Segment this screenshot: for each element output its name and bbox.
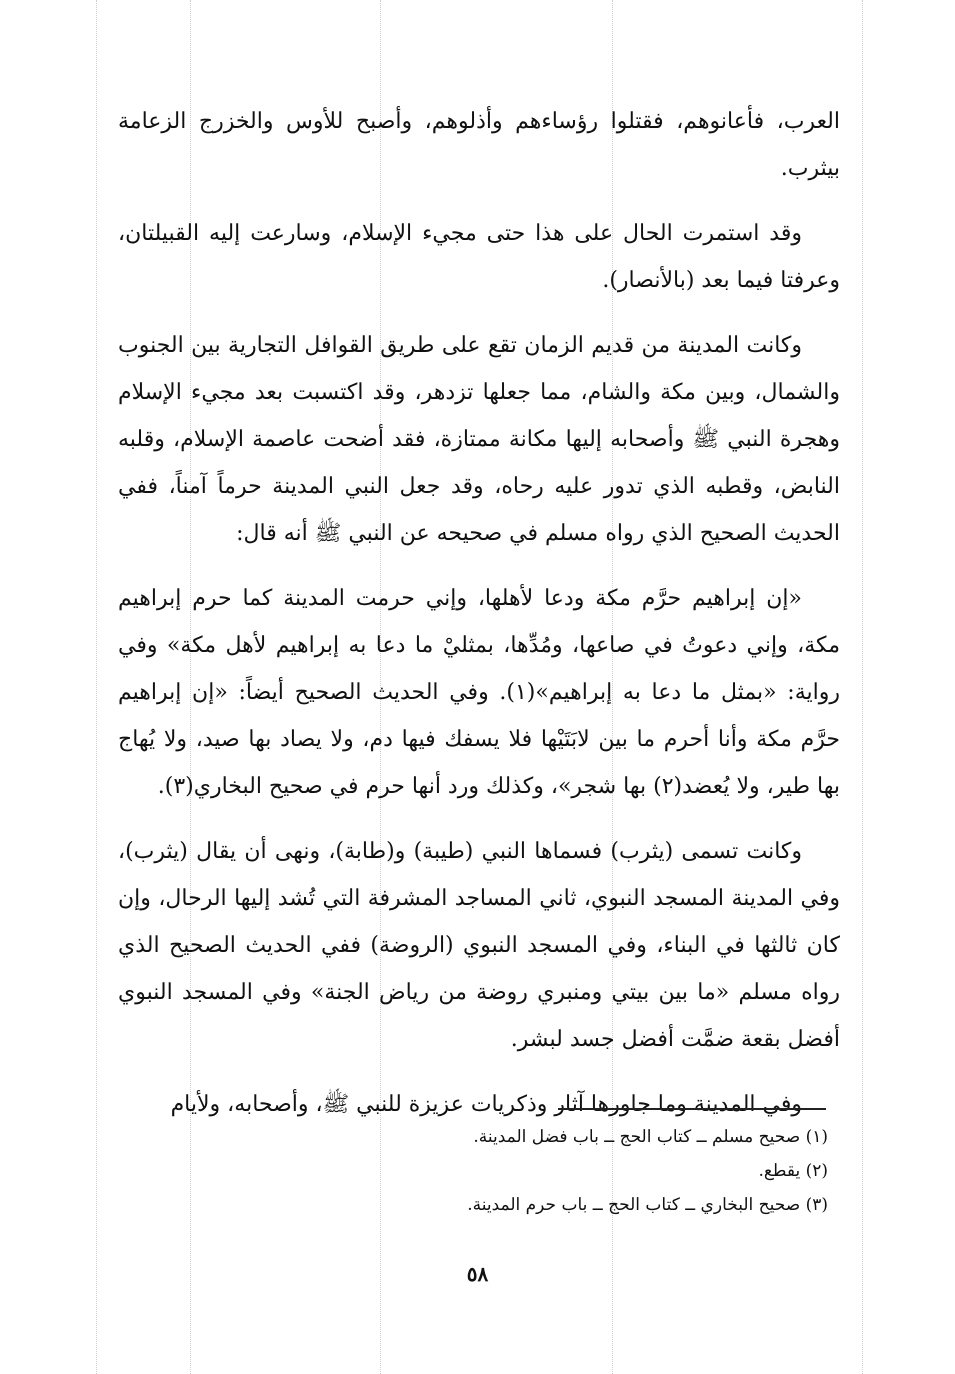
footnote: (٢) يقطع.	[758, 1161, 828, 1181]
paragraph: وقد استمرت الحال على هذا حتى مجيء الإسلام، وسارعت إليه القبيلتان، وعرفتا فيما بعد (بالأنصار).	[118, 221, 840, 293]
paragraph: العرب، فأعانوهم، فقتلوا رؤساءهم وأذلوهم، وأصبح للأوس والخزرج الزعامة بيثرب.	[118, 109, 840, 181]
page-number: ٥٨	[466, 1262, 489, 1286]
paragraph: وكانت المدينة من قديم الزمان تقع على طريق القوافل التجارية بين الجنوب والشمال، وبين مكة والشام، مما جعلها تزدهر، وقد اكتسبت بعد مجيء الإسلام وهجرة النبي ﷺ وأصحابه إليها مكانة ممتازة، فقد أضحت عاصمة الإسلام، وقلبه النابض، وقطبه الذي تدور عليه رحاه، وقد جعل النبي المدينة حرماً آمناً، ففي الحديث الصحيح الذي رواه مسلم في صحيحه عن النبي ﷺ أنه قال:	[118, 333, 840, 546]
footnotes	[118, 1120, 828, 1222]
paragraph: «إن إبراهيم حرَّم مكة ودعا لأهلها، وإني حرمت المدينة كما حرم إبراهيم مكة، وإني دعوتُ في صاعها، ومُدِّها، بمثليْ ما دعا به إبراهيم لأهل مكة» وفي رواية: «بمثل ما دعا به إبراهيم»(١). وفي الحديث الصحيح أيضاً: «إن إبراهيم حرَّم مكة وأنا أحرم ما بين لابَتَيْها فلا يسفك فيها دم، ولا يصاد بها صيد، ولا يُهاج بها طير، ولا يُعضد(٢) بها شجر»، وكذلك ورد أنها حرم في صحيح البخاري(٣).	[118, 586, 840, 799]
scan-guide-line	[862, 0, 863, 1374]
footnote: (١) صحيح مسلم ــ كتاب الحج ــ باب فضل المدينة.	[473, 1127, 828, 1147]
footnote-separator	[558, 1108, 826, 1110]
scan-guide-line	[96, 0, 97, 1374]
footnote: (٣) صحيح البخاري ــ كتاب الحج ــ باب حرم المدينة.	[467, 1195, 828, 1215]
paragraph: وفي المدينة وما جاورها آثار وذكريات عزيزة للنبي ﷺ، وأصحابه، ولأيام	[170, 1092, 802, 1117]
page-body	[118, 98, 840, 1146]
paragraph: وكانت تسمى (يثرب) فسماها النبي (طيبة) و(طابة)، ونهى أن يقال (يثرب)، وفي المدينة المسجد النبوي، ثاني المساجد المشرفة التي تُشد إليها الرحال، وإن كان ثالثها في البناء، وفي المسجد النبوي (الروضة) ففي الحديث الصحيح الذي رواه مسلم «ما بين بيتي ومنبري روضة من رياض الجنة» وفي المسجد النبوي أفضل بقعة ضمَّت أفضل جسد لبشر.	[118, 839, 840, 1052]
